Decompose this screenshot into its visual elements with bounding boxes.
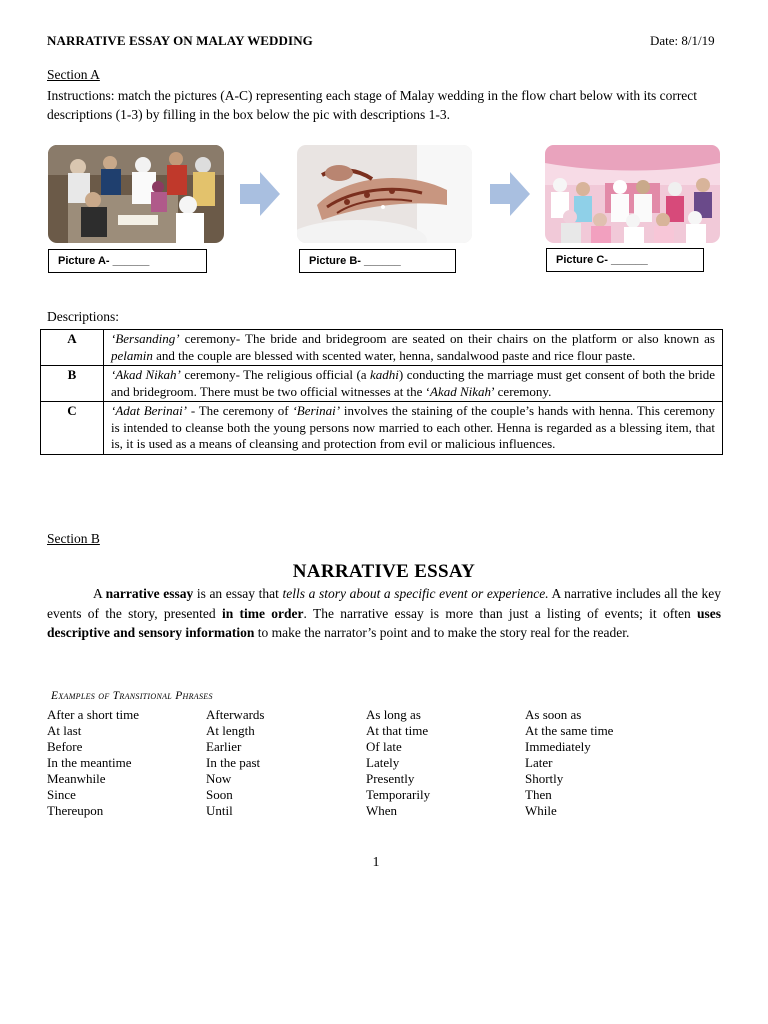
transitions-column-4	[525, 707, 613, 819]
section-b-heading: Section B	[47, 531, 100, 546]
transition-phrase: At length	[206, 723, 255, 738]
transition-phrase: As soon as	[525, 707, 582, 722]
transitions-column-2	[206, 707, 264, 819]
description-text	[104, 366, 723, 402]
description-row-a	[41, 330, 723, 366]
transition-phrase: After a short time	[47, 707, 140, 722]
transition-phrase: Lately	[366, 755, 400, 770]
description-italic: kadhi	[370, 367, 399, 382]
para-italic: tells a story about a specific event or experience.	[282, 586, 549, 601]
transition-phrase: Until	[206, 803, 233, 818]
para-text: is an essay that	[193, 586, 283, 601]
transition-phrase: Earlier	[206, 739, 242, 754]
transitions-heading: Examples of Transitional Phrases	[51, 690, 213, 702]
transition-phrase: Now	[206, 771, 232, 786]
picture-b-answer-box[interactable]: Picture B- ______	[299, 249, 456, 273]
description-part: ceremony- The religious official (a	[180, 367, 371, 382]
picture-b-photo	[297, 145, 472, 243]
description-italic: ‘Berinai’	[292, 403, 341, 418]
description-italic: pelamin	[111, 347, 153, 363]
picture-a-photo	[48, 145, 224, 243]
para-text: A narrative includes all the key events of the story, presented	[47, 586, 721, 621]
transition-phrase: At that time	[366, 723, 429, 738]
description-row-c	[41, 402, 723, 455]
description-letter: C	[41, 402, 104, 455]
transition-phrase: At last	[47, 723, 82, 738]
descriptions-heading: Descriptions:	[47, 309, 119, 324]
description-part: ) conducting the marriage must get consent of both the bride and bridegroom. There must be two official witnesses at the ‘	[111, 367, 716, 399]
descriptions-table	[40, 329, 723, 455]
picture-c-photo	[545, 145, 720, 243]
picture-a-answer-box[interactable]: Picture A- ______	[48, 249, 207, 273]
transition-phrase: When	[366, 803, 398, 818]
transitions-column-3	[366, 707, 430, 819]
transition-phrase: Presently	[366, 771, 415, 786]
para-bold: uses descriptive and sensory information	[47, 605, 722, 640]
transition-phrase: Immediately	[525, 739, 591, 754]
para-text: . The narrative essay is more than just a listing of events; it often	[303, 605, 697, 621]
flow-arrow-1-icon	[240, 172, 280, 216]
transition-phrase: As long as	[366, 707, 421, 722]
description-part: and the couple are blessed with scented water, henna, sandalwood paste and rice flour paste.	[152, 347, 636, 363]
transition-phrase: In the meantime	[47, 755, 132, 770]
description-italic: Akad Nikah	[430, 383, 492, 399]
essay-paragraph	[47, 584, 721, 643]
transition-phrase: Before	[47, 739, 83, 754]
transition-phrase: Since	[47, 787, 76, 802]
transition-phrase: Afterwards	[206, 707, 265, 722]
essay-title: NARRATIVE ESSAY	[292, 561, 476, 582]
description-row-b	[41, 366, 723, 402]
para-text: to make the narrator’s point and to make the story real for the reader.	[254, 625, 630, 640]
transition-phrase: Shortly	[525, 771, 564, 786]
description-part: ceremony- The bride and bridegroom are seated on their chairs on the platform or also known as	[179, 331, 715, 346]
page-number: 1	[372, 855, 380, 870]
section-a-instructions: Instructions: match the pictures (A-C) representing each stage of Malay wedding in the flow chart below with its correct descriptions (1-3) by filling in the box below the pic with descriptions 1-3.	[47, 88, 698, 122]
description-term: ‘Bersanding’	[111, 331, 180, 346]
transition-phrase: Then	[525, 787, 552, 802]
transition-phrase: Soon	[206, 787, 233, 802]
transition-phrase: Meanwhile	[47, 771, 106, 786]
transitions-column-1	[47, 707, 139, 819]
description-text	[104, 330, 723, 366]
transition-phrase: Of late	[366, 739, 402, 754]
para-text: A	[93, 586, 106, 601]
transition-phrase: Thereupon	[47, 803, 104, 818]
transition-phrase: At the same time	[525, 723, 614, 738]
document-date: Date: 8/1/19	[650, 33, 715, 48]
para-bold: narrative essay	[105, 586, 194, 601]
flow-arrow-2-icon	[490, 172, 530, 216]
para-bold: in time order	[221, 605, 304, 621]
description-letter: B	[41, 366, 104, 402]
transition-phrase: Later	[525, 755, 553, 770]
section-a-heading: Section A	[47, 67, 100, 82]
description-part: involves the staining of the couple’s hands with henna. This ceremony is intended to cleanse both the young persons now married to each other. Henna is regarded as a blessing item, that is, it is used as a means of cleansing and protection from evil or malicious influences.	[111, 403, 715, 451]
description-part: ’ ceremony.	[491, 383, 552, 399]
transition-phrase: While	[525, 803, 557, 818]
description-text	[104, 402, 723, 455]
description-letter: A	[41, 330, 104, 366]
description-term: ‘Akad Nikah’	[111, 367, 181, 382]
description-part: - The ceremony of	[187, 403, 293, 418]
transition-phrase: Temporarily	[366, 787, 431, 802]
picture-c-answer-box[interactable]: Picture C- ______	[546, 248, 704, 272]
transition-phrase: In the past	[206, 755, 261, 770]
document-title: NARRATIVE ESSAY ON MALAY WEDDING	[47, 33, 313, 48]
description-term: ‘Adat Berinai’	[111, 403, 188, 418]
